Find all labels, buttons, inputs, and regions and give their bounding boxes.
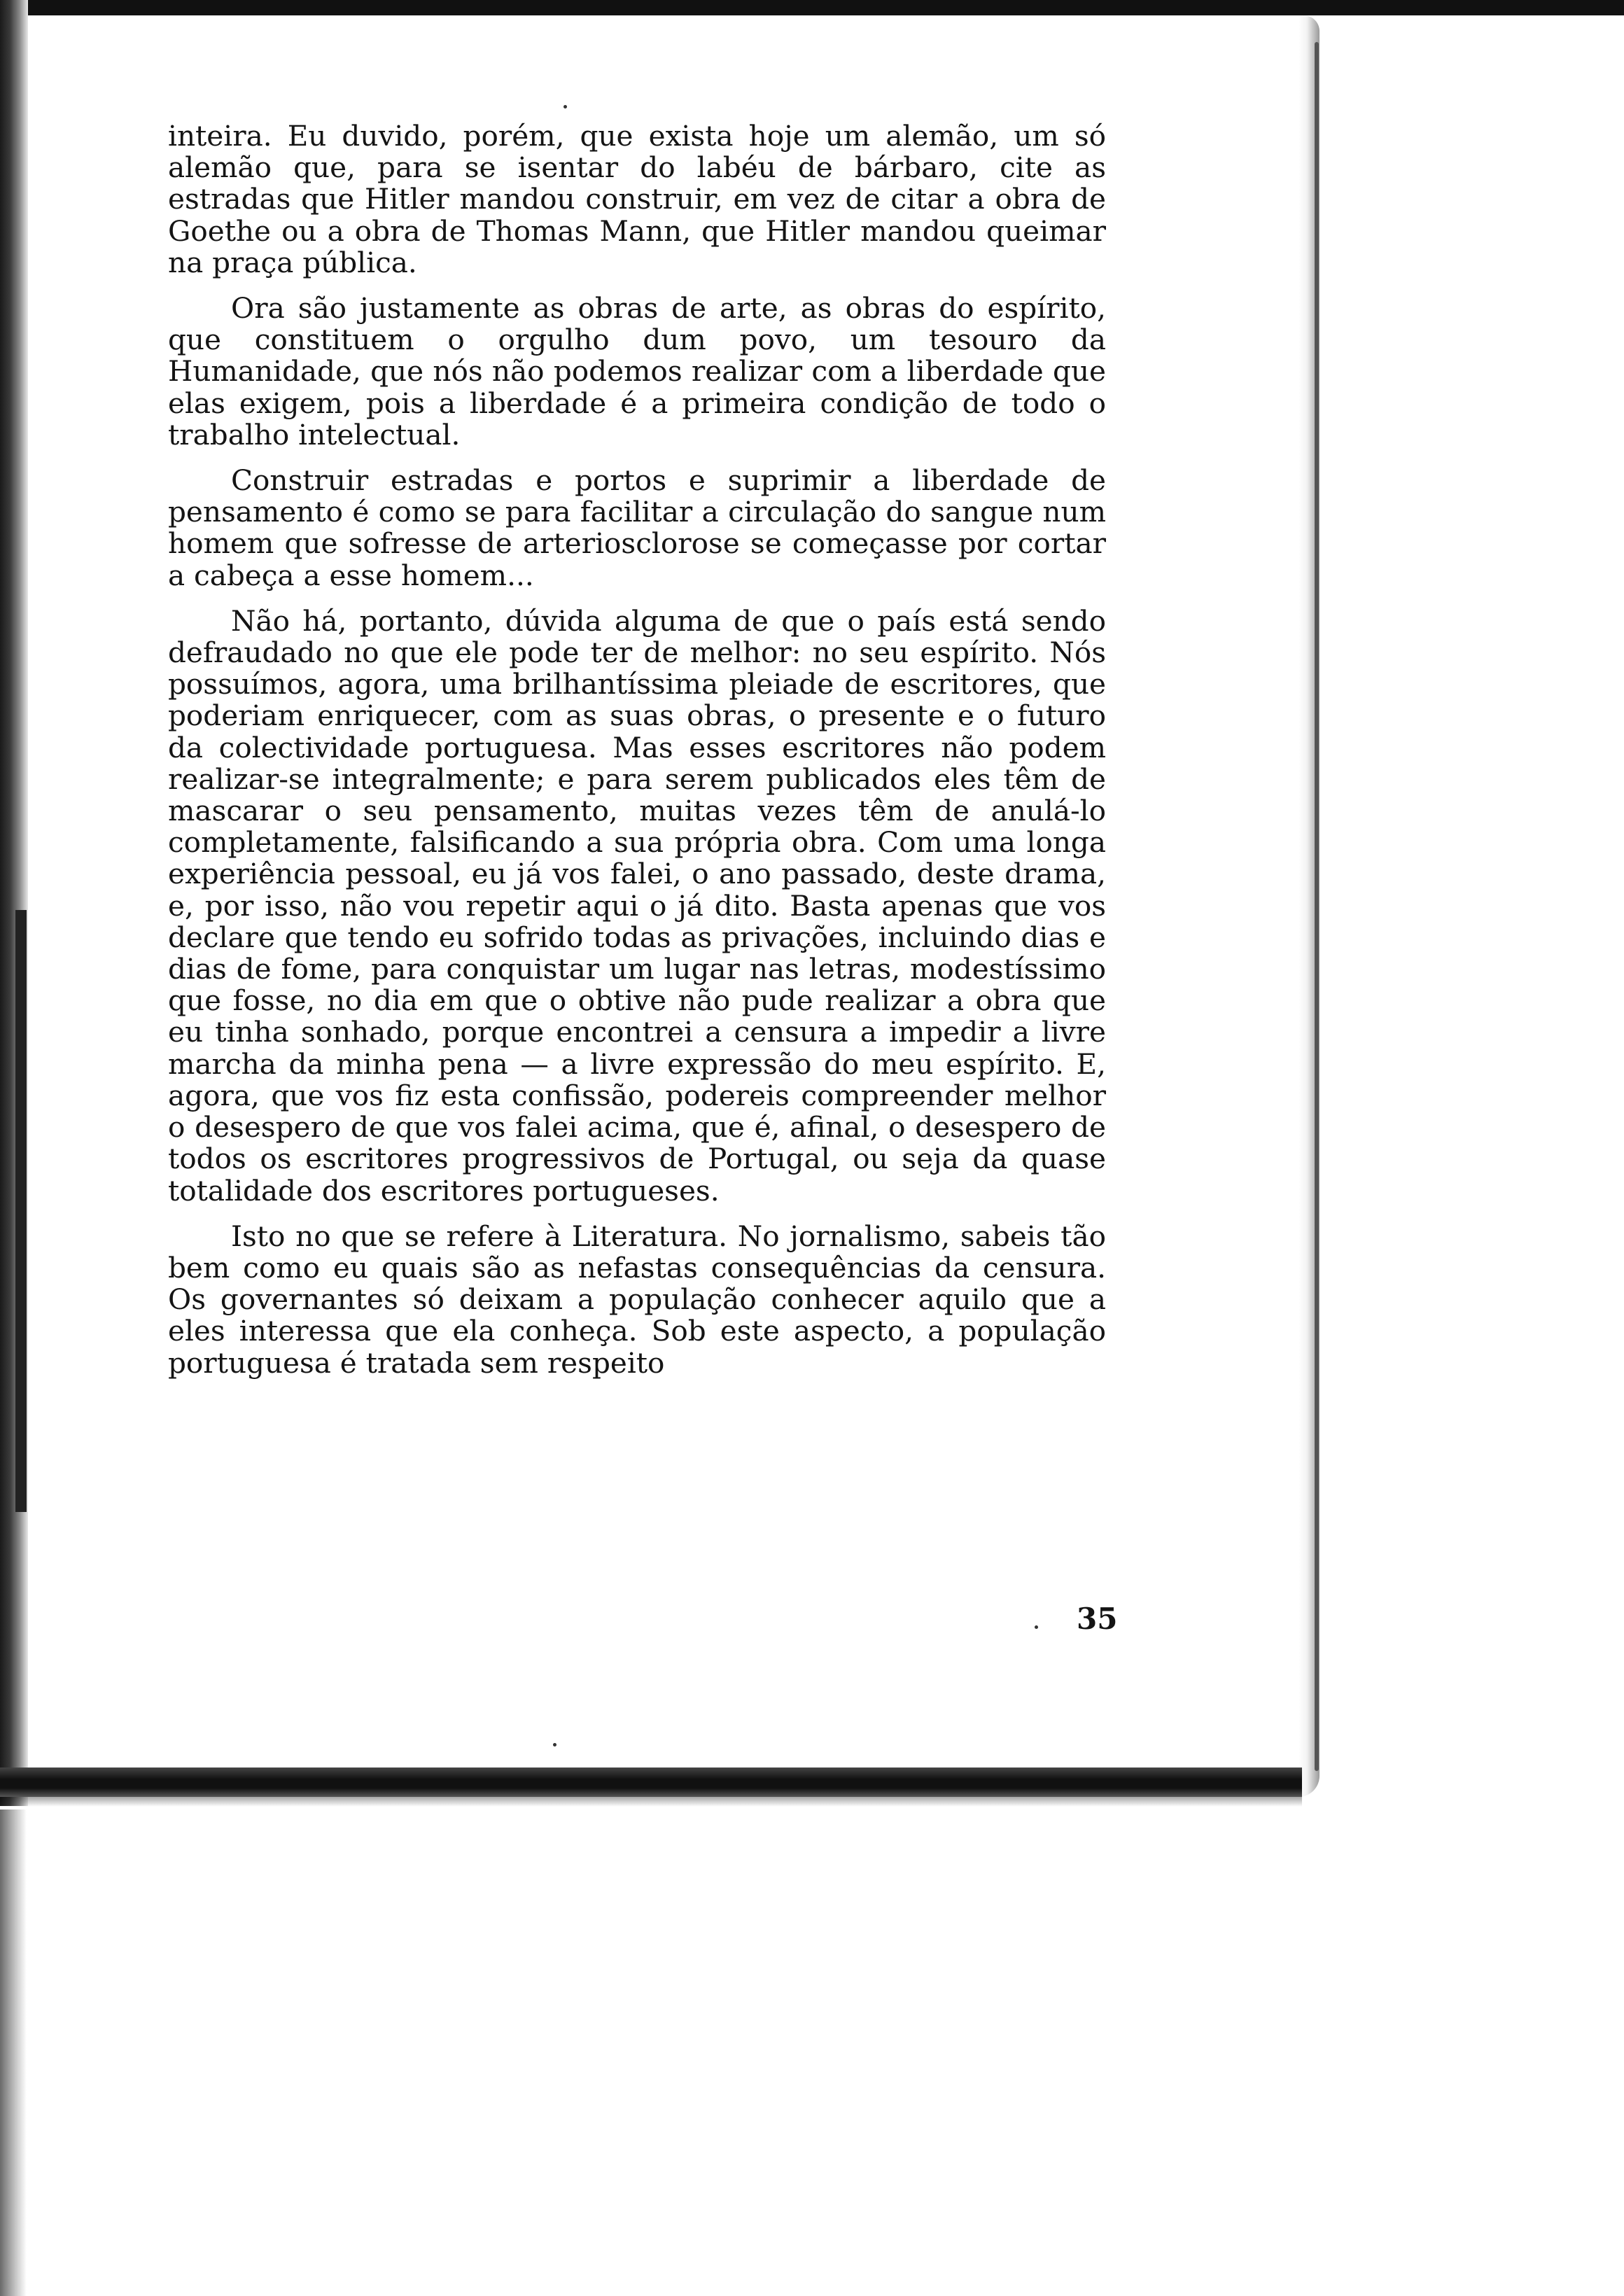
speck <box>1035 1625 1038 1629</box>
paragraph: Ora são justamente as obras de arte, as obras do espírito, que constituem o orgulho dum povo, um tesouro da Humanidade, que nós não podemos realizar com a liberdade que elas exigem, pois a liberdade é a primeira condição de todo o trabalho intelectual. <box>168 291 1106 451</box>
paragraph: Construir estradas e portos e suprimir a liberdade de pensamento é como se para facilitar a circulação do sangue num homem que sofresse de arteriosclorose se começasse por cortar a cabeça a esse homem... <box>168 463 1106 592</box>
paragraph: inteira. Eu duvido, porém, que exista hoje um alemão, um só alemão que, para se isentar do labéu de bárbaro, cite as estradas que Hitler mandou construir, em vez de citar a obra de Goethe ou a obra de Thomas Mann, que Hitler mandou queimar na praça pública. <box>168 119 1106 279</box>
paragraph: Isto no que se refere à Literatura. No jornalismo, sabeis tão bem como eu quais são as nefastas consequências da censura. Os governantes só deixam a população conhecer aquilo que a eles interessa que ela conheça. Sob este aspecto, a população portuguesa é tratada sem respeito <box>168 1219 1106 1380</box>
next-page-edge <box>0 1809 27 2296</box>
speck <box>564 105 567 108</box>
scan-frame-left <box>0 0 28 1806</box>
page-number: 35 <box>1077 1602 1118 1636</box>
scan-frame-top <box>0 0 1624 15</box>
book-spine-shadow <box>15 910 27 1512</box>
page-edge-line <box>1315 42 1319 1771</box>
scan-frame-bottom-shadow <box>0 1797 1302 1807</box>
scan-frame-bottom <box>0 1768 1302 1797</box>
page-body <box>168 120 1106 1379</box>
speck <box>553 1743 556 1746</box>
paragraph: Não há, portanto, dúvida alguma de que o país está sendo defraudado no que ele pode ter de melhor: no seu espírito. Nós possuímos, agora, uma brilhantíssima pleiade de escritores, que poderiam enriquecer, com as suas obras, o presente e o futuro da colectividade portuguesa. Mas esses escritores não podem realizar-se integralmente; e para serem publicados eles têm de mascarar o seu pensamento, muitas vezes têm de anulá-lo completamente, falsificando a sua própria obra. Com uma longa experiência pessoal, eu já vos falei, o ano passado, deste drama, e, por isso, não vou repetir aqui o já dito. Basta apenas que vos declare que tendo eu sofrido todas as privações, incluindo dias e dias de fome, para conquistar um lugar nas letras, modestíssimo que fosse, no dia em que o obtive não pude realizar a obra que eu tinha sonhado, porque encontrei a censura a impedir a livre marcha da minha pena — a livre expressão do meu espírito. E, agora, que vos fiz esta confissão, podereis compreender melhor o desespero de que vos falei acima, que é, afinal, o desespero de todos os escritores progressivos de Portugal, ou seja da quase totalidade dos escritores portugueses. <box>168 603 1106 1208</box>
